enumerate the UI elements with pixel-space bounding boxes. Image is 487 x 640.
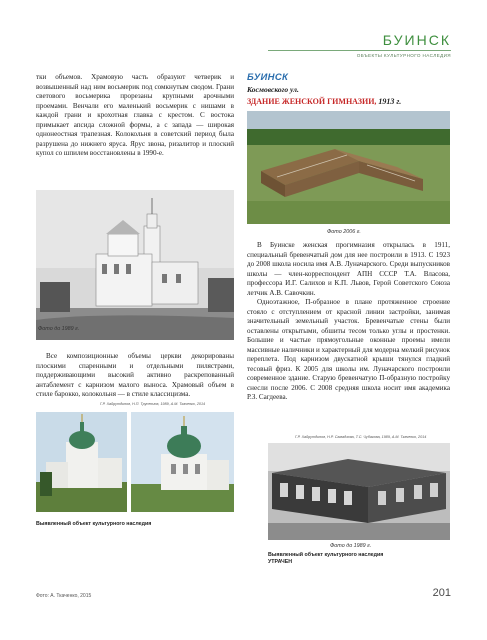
page-number: 201	[432, 587, 451, 599]
left-heritage-badge: Выявленный объект культурного наследия	[36, 521, 152, 527]
church-photo-left-small	[36, 412, 127, 512]
left-body-paragraph: Все композиционные объемы церкви декорированы плоскими спаренными и отдельными пилястрами, поддерживающими высокий активно раскрепованный антаблемент с карнизом малого выноса. Храмовый объем в стиле барокко, колокольня — в стиле классицизма.	[36, 352, 234, 398]
section-street: Космовского ул.	[247, 85, 299, 94]
footer-photo-credit: Фото: А. Ткаченко, 2015	[36, 593, 92, 599]
right-paragraph-2: Одноэтажное, П-образное в плане протяженное строение стояло с отступлением от красной линии застройки, занимая значительный земельный участок. Бревенчатые стены были оставлены открытыми, обшиты тесом только углы и простенки. Большие и частые прямоугольные оконные проемы имели массивные наличники и характерный для модерна мелкий рисунок переплета. Под карнизом двускатной крыши тянулся гладкий тесовый фриз. К 2005 для школы им. Луначарского построили современное здание. Старую бревенчатую П-образную постройку снесли после 2006. С 2008 средняя школа носит имя академика Р.З. Сагдеева.	[247, 298, 450, 401]
right-body-text	[247, 241, 450, 403]
left-intro-paragraph: тки объемов. Храмовую часть образуют четверик и возвышенный над ним восьмерик под сомкнутым сводом. Грани светового восьмерика прорезаны крупными арочными проемами. Венчали его маленький восьмерик с нишами в каждой грани и крохотная главка с крестом. С востока примыкает апсида сложной формы, а с запада — широкая однонеостная трапезная. Колокольня в советский период была разрушена до нижнего яруса. Ярус звона, ризалитор и плоский купол со шпилем восстановлены в 1990-е.	[36, 73, 234, 157]
left-photo-caption: Фото до 1989 г.	[38, 326, 80, 332]
left-body-text	[36, 352, 234, 400]
section-city: БУИНСК	[247, 72, 289, 83]
right-photo2-caption: Фото до 1989 г.	[330, 543, 372, 549]
right-credit: Г.Р. Хайрутдинов, Н.Р. Самадзова, Т.С. Чубакова, 1989, А.М. Ткаченко, 2014	[295, 435, 427, 439]
right-heritage-badge	[268, 552, 383, 566]
gymnasium-photo-2006	[247, 111, 450, 224]
church-photo-1989	[36, 190, 234, 340]
right-badge-line-1: Выявленный объект культурного наследия	[268, 552, 384, 558]
right-badge-line-2: УТРАЧЕН	[268, 559, 293, 565]
header-title: БУИНСК	[382, 32, 451, 48]
section-object-title	[247, 97, 401, 106]
header-subtitle: ОБЪЕКТЫ КУЛЬТУРНОГО НАСЛЕДИЯ	[356, 53, 451, 58]
left-intro-text	[36, 73, 234, 159]
right-photo-caption: Фото 2006 г.	[327, 229, 361, 235]
church-photo-right-small	[131, 412, 234, 512]
right-paragraph-1: В Буинске женская прогимназия открылась в 1911, специальный бревенчатый дом для нее построили в 1913. С 1923 до 2008 школа носила имя А.В. Луначарского. Среди выпускников школы — член-корреспондент АПН СССР Т.А. Власова, профессора И.Г. Салихов и К.П. Львов, Герой Советского Союза летчик А.В. Савочкин.	[247, 241, 450, 297]
left-credit: Г.Р. Хайрутдинов, Н.П. Трусенина, 1989, А.М. Ткаченко, 2014	[100, 402, 206, 406]
gymnasium-photo-1989	[268, 443, 450, 540]
header-rule	[268, 50, 451, 51]
object-name: ЗДАНИЕ ЖЕНСКОЙ ГИМНАЗИИ,	[247, 97, 377, 106]
object-year: 1913 г.	[378, 97, 402, 106]
